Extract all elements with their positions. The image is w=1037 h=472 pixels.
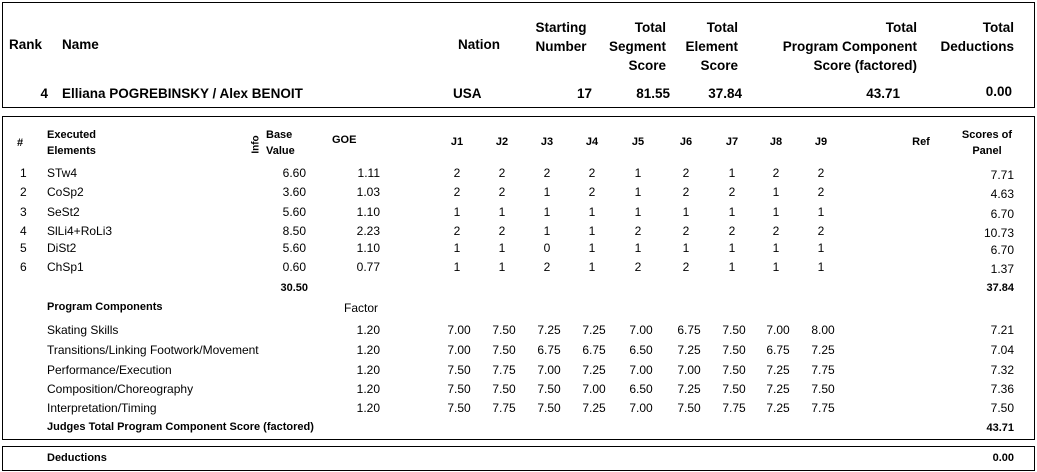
element-goe: 1.11 [357,166,380,180]
goe-header: GOE [332,134,357,146]
component-name: Interpretation/Timing [47,401,157,415]
judge-header-5: J5 [631,136,645,148]
starting-number-header [528,18,594,56]
element-judge-score: 1 [498,241,506,255]
component-judge-score: 7.25 [677,343,701,357]
element-judge-score: 2 [682,185,690,199]
element-judge-score: 1 [772,205,780,219]
judges-total-pcs-label: Judges Total Program Component Score (factored) [47,421,314,433]
element-judge-score: 1 [543,185,551,199]
skater-name: Elliana POGREBINSKY / Alex BENOIT [62,86,303,101]
starting-number-header-line2: Number [535,39,587,54]
element-judge-score: 1 [543,224,551,238]
num-header: # [17,137,24,149]
element-judge-score: 2 [817,166,825,180]
component-judge-score: 7.75 [492,363,516,377]
element-base-value: 6.60 [282,166,306,180]
component-factor: 1.20 [356,401,380,415]
component-judge-score: 7.75 [811,401,835,415]
element-judge-score: 1 [634,166,642,180]
element-judge-score: 1 [498,260,506,274]
component-panel-score: 7.36 [990,382,1014,396]
element-judge-score: 2 [498,185,506,199]
element-base-value: 5.60 [282,241,306,255]
component-judge-score: 7.50 [447,382,471,396]
judge-header-7: J7 [725,136,739,148]
component-judge-score: 6.50 [629,382,653,396]
component-judge-score: 7.00 [537,363,561,377]
component-judge-score: 7.25 [677,382,701,396]
info-header: Info [250,135,262,154]
total-segment-header-line1: Total [634,20,666,35]
component-judge-score: 7.25 [766,363,790,377]
element-judge-score: 2 [634,224,642,238]
element-goe: 0.77 [356,260,380,274]
element-judge-score: 1 [728,205,736,219]
element-judge-score: 2 [543,166,551,180]
element-base-value: 0.60 [282,260,306,274]
element-judge-score: 2 [772,224,780,238]
base-value-header-line1: Base [266,129,293,141]
element-judge-score: 1 [682,205,690,219]
total-pcs-header-line2: Program Component [782,39,917,54]
component-judge-score: 7.50 [447,363,471,377]
element-judge-score: 2 [817,185,825,199]
skater-total-pcs: 43.71 [866,86,900,101]
scores-of-panel-header-line2: Panel [972,145,1002,157]
scores-of-panel-header-line1: Scores of [961,129,1013,141]
element-name: SeSt2 [47,205,80,219]
element-judge-score: 2 [588,185,596,199]
component-judge-score: 6.75 [677,323,701,337]
component-panel-score: 7.50 [990,401,1014,415]
skater-total-element: 37.84 [708,86,742,101]
component-judge-score: 7.50 [677,401,701,415]
component-panel-score: 7.32 [990,363,1014,377]
judges-total-pcs-value: 43.71 [986,422,1014,434]
element-panel-score: 6.70 [990,207,1014,221]
component-name: Transitions/Linking Footwork/Movement [47,343,259,357]
element-number: 6 [20,260,27,274]
component-judge-score: 7.50 [492,382,516,396]
element-name: SlLi4+RoLi3 [47,224,113,238]
base-value-header [266,127,295,159]
total-deductions-header-line2: Deductions [940,39,1014,54]
element-name: DiSt2 [47,241,77,255]
element-judge-score: 1 [682,241,690,255]
element-judge-score: 2 [543,260,551,274]
element-judge-score: 1 [634,241,642,255]
skater-total-segment: 81.55 [636,86,670,101]
total-segment-header-line2: Segment [608,39,666,54]
component-judge-score: 7.00 [582,382,606,396]
element-judge-score: 1 [634,205,642,219]
component-judge-score: 7.00 [677,363,701,377]
component-judge-score: 7.50 [492,323,516,337]
component-judge-score: 7.50 [722,343,746,357]
element-judge-score: 2 [453,224,461,238]
judge-header-4: J4 [585,136,599,148]
element-judge-score: 1 [772,241,780,255]
component-factor: 1.20 [356,323,380,337]
element-judge-score: 1 [588,224,596,238]
component-judge-score: 7.50 [447,401,471,415]
component-judge-score: 7.00 [447,323,471,337]
total-element-header-line1: Total [706,20,738,35]
component-judge-score: 6.75 [537,343,561,357]
element-judge-score: 1 [588,241,596,255]
component-judge-score: 7.50 [537,382,561,396]
elements-total-base: 30.50 [280,282,308,294]
judge-header-6: J6 [679,136,693,148]
total-segment-header-line3: Score [628,58,666,73]
component-factor: 1.20 [356,363,380,377]
element-judge-score: 1 [453,241,461,255]
element-judge-score: 1 [543,205,551,219]
element-judge-score: 2 [588,166,596,180]
base-value-header-line2: Value [266,145,295,157]
component-judge-score: 7.75 [722,401,746,415]
total-deductions-header [925,18,1014,56]
judge-header-1: J1 [450,136,464,148]
component-judge-score: 7.00 [629,323,653,337]
component-judge-score: 6.75 [582,343,606,357]
component-judge-score: 7.25 [582,323,606,337]
component-judge-score: 7.25 [766,382,790,396]
scores-of-panel-header [950,127,1024,159]
element-goe: 1.10 [356,205,380,219]
component-judge-score: 7.00 [629,363,653,377]
element-judge-score: 1 [728,260,736,274]
judge-header-3: J3 [540,136,554,148]
element-name: ChSp1 [47,260,84,274]
element-judge-score: 2 [728,185,736,199]
total-pcs-header-line3: Score (factored) [813,58,917,73]
element-judge-score: 1 [588,205,596,219]
component-judge-score: 7.00 [766,323,790,337]
component-name: Skating Skills [47,323,119,337]
executed-elements-header [47,127,96,159]
component-name: Composition/Choreography [47,382,194,396]
ref-header: Ref [912,136,930,148]
component-judge-score: 7.00 [629,401,653,415]
element-goe: 1.03 [356,185,380,199]
element-panel-score: 4.63 [990,187,1014,201]
element-judge-score: 2 [817,224,825,238]
deductions-value: 0.00 [992,452,1014,464]
component-judge-score: 7.50 [811,382,835,396]
element-name: CoSp2 [47,185,84,199]
element-number: 4 [20,224,27,238]
element-judge-score: 1 [498,205,506,219]
component-judge-score: 7.25 [537,323,561,337]
component-judge-score: 6.50 [629,343,653,357]
element-base-value: 8.50 [282,224,306,238]
component-judge-score: 7.75 [492,401,516,415]
element-judge-score: 1 [588,260,596,274]
total-pcs-header [760,18,917,75]
nation-header: Nation [458,37,500,52]
element-judge-score: 2 [634,260,642,274]
element-judge-score: 2 [453,166,461,180]
component-judge-score: 7.25 [582,401,606,415]
skater-rank: 4 [40,86,48,101]
component-judge-score: 7.50 [722,323,746,337]
judge-header-2: J2 [495,136,509,148]
element-name: STw4 [47,166,78,180]
component-judge-score: 7.25 [766,401,790,415]
component-judge-score: 7.25 [582,363,606,377]
deductions-box [2,446,1035,471]
element-judge-score: 2 [682,260,690,274]
element-panel-score: 1.37 [990,262,1014,276]
element-number: 1 [20,166,27,180]
element-number: 3 [20,205,27,219]
executed-elements-header-line1: Executed [47,129,96,141]
element-base-value: 5.60 [282,205,306,219]
executed-elements-header-line2: Elements [47,145,96,157]
starting-number-header-line1: Starting [535,20,587,35]
element-panel-score: 7.71 [990,168,1014,182]
element-judge-score: 1 [728,166,736,180]
component-factor: 1.20 [356,382,380,396]
elements-total-score: 37.84 [986,282,1014,294]
element-judge-score: 2 [498,166,506,180]
skater-total-deductions: 0.00 [985,84,1012,99]
element-judge-score: 1 [817,205,825,219]
element-judge-score: 1 [772,260,780,274]
component-judge-score: 7.25 [811,343,835,357]
element-judge-score: 2 [498,224,506,238]
factor-header: Factor [344,301,379,315]
element-base-value: 3.60 [282,185,306,199]
element-judge-score: 1 [453,260,461,274]
element-number: 2 [20,185,27,199]
component-judge-score: 7.75 [811,363,835,377]
element-judge-score: 1 [772,185,780,199]
component-factor: 1.20 [356,343,380,357]
deductions-label: Deductions [47,452,107,464]
element-goe: 1.10 [356,241,380,255]
component-judge-score: 7.00 [447,343,471,357]
element-number: 5 [20,241,27,255]
element-judge-score: 2 [453,185,461,199]
element-judge-score: 1 [728,241,736,255]
total-deductions-header-line1: Total [982,20,1014,35]
judge-header-8: J8 [769,136,783,148]
element-judge-score: 1 [817,241,825,255]
element-judge-score: 2 [682,224,690,238]
component-panel-score: 7.04 [990,343,1014,357]
skater-nation: USA [453,86,482,101]
component-panel-score: 7.21 [990,323,1014,337]
total-element-header-line2: Element [685,39,738,54]
total-pcs-header-line1: Total [885,20,917,35]
component-judge-score: 7.50 [537,401,561,415]
element-judge-score: 2 [728,224,736,238]
element-judge-score: 1 [817,260,825,274]
program-components-header: Program Components [47,301,163,313]
name-header: Name [62,37,99,52]
element-judge-score: 1 [453,205,461,219]
element-judge-score: 2 [772,166,780,180]
component-judge-score: 7.50 [722,382,746,396]
total-element-header-line3: Score [700,58,738,73]
element-judge-score: 0 [543,241,551,255]
rank-header: Rank [9,37,43,52]
skater-starting-number: 17 [576,86,592,101]
component-judge-score: 8.00 [811,323,835,337]
component-judge-score: 7.50 [492,343,516,357]
component-judge-score: 6.75 [766,343,790,357]
judge-header-9: J9 [814,136,828,148]
element-goe: 2.23 [356,224,380,238]
component-name: Performance/Execution [47,363,172,377]
total-element-header [672,18,738,75]
element-judge-score: 1 [634,185,642,199]
component-judge-score: 7.50 [722,363,746,377]
element-judge-score: 2 [682,166,690,180]
total-segment-header [600,18,666,75]
element-panel-score: 6.70 [990,243,1014,257]
element-panel-score: 10.73 [983,226,1014,240]
